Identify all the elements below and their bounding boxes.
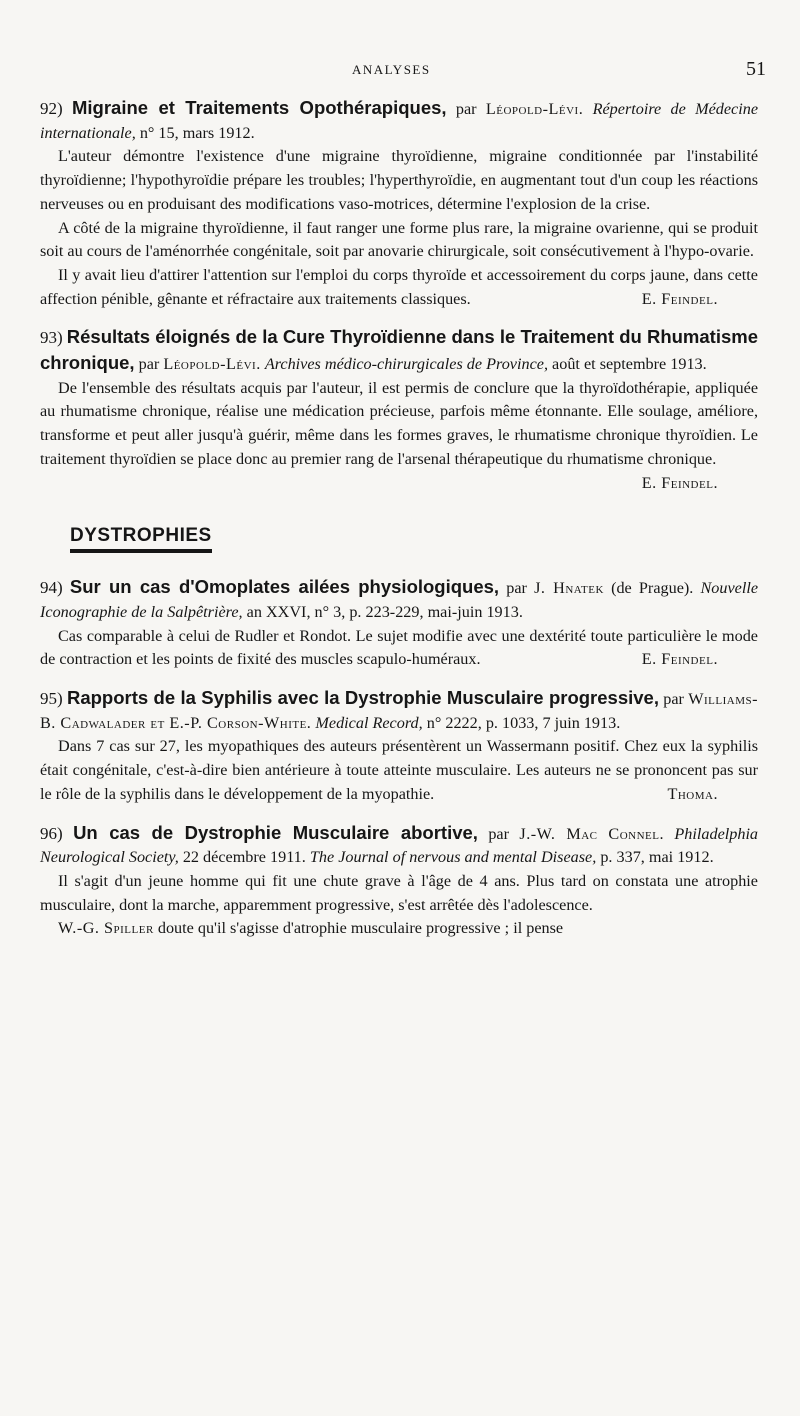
entry-issue: an XXVI, n° 3, p. 223-229, mai-juin 1913. (246, 602, 523, 621)
entry-paragraph: Il s'agit d'un jeune homme qui fit une chute grave à l'âge de 4 ans. Plus tard on constata une atrophie musculaire, dont la marche, apparemment progressive, s'est arrêtée dès l'adolescence. (40, 871, 758, 914)
entry-paragraph (40, 735, 758, 806)
entry-issue: p. 337, mai 1912. (600, 848, 714, 867)
entry-title: Migraine et Traitements Opothérapiques, (71, 97, 447, 118)
entry-paragraph (40, 625, 758, 672)
entry-signature: E. Feindel. (641, 473, 718, 492)
entry-by: par (488, 824, 509, 843)
paragraph-author: W.-G. Spiller (58, 919, 154, 938)
entry-title: Rapports de la Syphilis avec la Dystrophie Musculaire progressive, (66, 687, 659, 709)
entry-paragraph: L'auteur démontre l'existence d'une migraine thyroïdienne, migraine conditionnée par l'instabilité thyroïdienne; l'hypothyroïdie prépare les troubles; l'hyperthyroïdie, en augmentant tout d'un coup les réactions nerveuses ou en produisant des modifications vaso-motrices, détermine l'explosion de la crise. (40, 147, 758, 213)
entry-title: Résultats éloignés de la Cure Thyroïdienne dans le Traitement du Rhumatisme chronique, (40, 326, 758, 374)
entry-heading (40, 96, 758, 145)
entry-heading (40, 686, 758, 735)
entry-author: J. Hnatek (534, 579, 604, 598)
entry-issue: août et septembre 1913. (552, 355, 707, 374)
entry-title: Un cas de Dystrophie Musculaire abortive, (73, 821, 478, 843)
entry-number: 93) (40, 328, 63, 348)
entry-source: Répertoire de Médecine internationale, (40, 100, 759, 142)
entry-paragraph-text: doute qu'il s'agisse d'atrophie musculaire progressive ; il pense (157, 919, 564, 938)
page-number: 51 (746, 58, 766, 80)
entry-paragraph (40, 264, 758, 311)
entry-paragraph-text: Cas comparable à celui de Rudler et Rondot. Le sujet modifie avec une dextérité toute particulière le mode de contraction et les points de fixité des muscles scapulo-huméraux. (40, 626, 758, 669)
entry-by: par (455, 100, 477, 118)
abstract-entry-94 (40, 575, 758, 672)
entry-paragraph: A côté de la migraine thyroïdienne, il faut ranger une forme plus rare, la migraine ovarienne, qui se produit soit au cours de l'aménorrhée congénitale, soit par anovarie chirurgicale, soit consécutivement à l'hypo-ovarie. (40, 218, 758, 261)
entry-source: Philadelphia Neurological Society, (40, 824, 759, 867)
entry-pre-source: (de Prague). (611, 579, 694, 598)
entry-source: Medical Record, (315, 713, 423, 732)
entry-heading (40, 325, 758, 376)
running-title: ANALYSES (352, 62, 431, 77)
entry-paragraph (40, 917, 758, 941)
entry-number: 92) (40, 99, 63, 118)
entry-paragraph-text: Dans 7 cas sur 27, les myopathiques des auteurs présentèrent un Wassermann positif. Chez eux la syphilis était congénitale, c'est-à-dire bien antérieure à toute atteinte musculaire. Les auteurs ne se prononcent pas sur le rôle de la syphilis dans le développement de la myopathie. (40, 737, 758, 803)
running-head (0, 58, 800, 84)
section-title: DYSTROPHIES (70, 524, 212, 554)
entry-source-2: The Journal of nervous and mental Disease, (309, 848, 597, 867)
page-content (40, 96, 758, 955)
abstract-entry-96 (40, 821, 758, 942)
abstract-entry-92 (40, 96, 758, 311)
entry-by: par (138, 355, 160, 374)
entry-issue-mid: 22 décembre 1911. (182, 848, 306, 867)
entry-author: Léopold-Lévi. (163, 355, 261, 374)
entry-heading (40, 575, 758, 624)
entry-author: Léopold-Lévi. (485, 100, 584, 118)
entry-paragraph (40, 377, 758, 492)
entry-issue: n° 15, mars 1912. (139, 123, 255, 142)
abstract-entry-93 (40, 325, 758, 492)
entry-by: par (663, 690, 684, 709)
entry-author: J.-W. Mac Connel. (519, 824, 665, 843)
entry-signature: E. Feindel. (641, 650, 718, 669)
entry-author: Williams-B. Cadwalader et E.-P. Corson-White. (40, 690, 758, 732)
entry-number: 94) (40, 578, 63, 598)
entry-paragraph-text: De l'ensemble des résultats acquis par l'auteur, il est permis de conclure que la thyroïdothérapie, appliquée au rhumatisme chronique, réalise une médication précieuse, parfois même étonnante. Elle soulage, améliore, transforme et peut aller jusqu'à guérir, même dans les formes graves, le rhumatisme chronique thyroïdien. Le traitement thyroïdien se place donc au premier rang de l'arsenal thérapeutique du rhumatisme chronique. (40, 378, 758, 468)
entry-signature: E. Feindel. (641, 289, 718, 308)
entry-by: par (506, 579, 527, 598)
entry-issue: n° 2222, p. 1033, 7 juin 1913. (426, 713, 621, 732)
entry-source: Nouvelle Iconographie de la Salpêtrière, (40, 579, 759, 621)
entry-number: 95) (40, 689, 63, 709)
entry-source: Archives médico-chirurgicales de Province, (264, 355, 548, 374)
entry-heading (40, 821, 758, 870)
entry-signature: Thoma. (667, 784, 718, 803)
entry-title: Sur un cas d'Omoplates ailées physiologiques, (69, 576, 500, 598)
abstract-entry-95 (40, 686, 758, 807)
entry-paragraph-text: Il y avait lieu d'attirer l'attention sur l'emploi du corps thyroïde et accessoirement du corps jaune, dans cette affection pénible, gênante et réfractaire aux traitements classiques. (40, 265, 758, 308)
entry-number: 96) (40, 823, 63, 843)
